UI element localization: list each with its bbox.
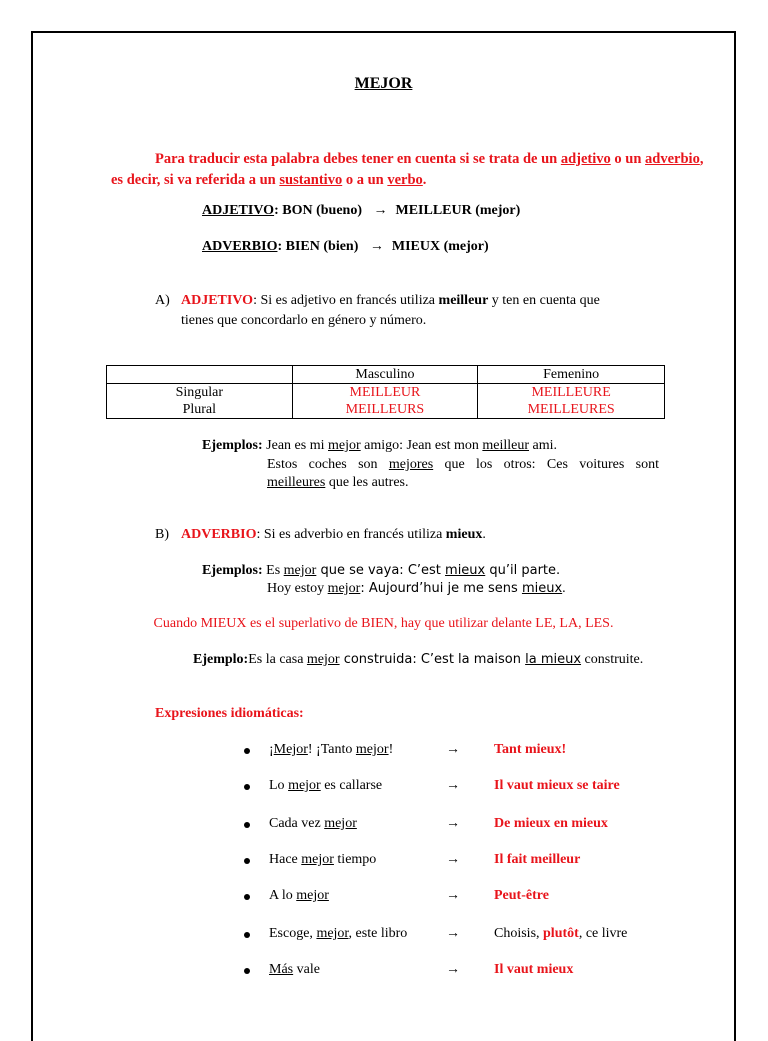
idiom-es bbox=[269, 926, 407, 942]
ex-text: que les autres. bbox=[325, 475, 409, 490]
idiom-fr: Il vaut mieux bbox=[494, 962, 574, 977]
section-a-word: meilleur bbox=[438, 293, 489, 308]
arrow-icon: → bbox=[446, 888, 460, 903]
intro-text-1: Para traducir esta palabra debes tener en cuenta si se trata de un bbox=[155, 151, 561, 167]
ex-text: : Aujourd’hui je me sens bbox=[360, 581, 522, 596]
idiom-fr-highlight: plutôt bbox=[543, 926, 579, 941]
idiom-text: , este libro bbox=[348, 926, 408, 941]
idiom-es bbox=[269, 778, 382, 794]
arrow-icon: → bbox=[446, 962, 460, 977]
row-label-singular: Singular bbox=[175, 385, 224, 400]
rule-adjetivo bbox=[202, 203, 520, 219]
section-a-letter: A) bbox=[155, 293, 170, 308]
idiom-text: Lo bbox=[269, 778, 289, 793]
idiom-fr-text: Choisis, bbox=[494, 926, 544, 941]
section-b-label: ADVERBIO bbox=[181, 527, 257, 542]
ex-text: Estos coches son bbox=[267, 457, 389, 472]
bullet-icon bbox=[244, 932, 250, 938]
ex-underlined: meilleures bbox=[267, 475, 326, 490]
document-page bbox=[31, 31, 736, 1041]
bullet-icon bbox=[244, 858, 250, 864]
table-masc-cell bbox=[292, 384, 478, 419]
ex-underlined: mieux bbox=[445, 563, 486, 578]
section-a-text-1: : Si es adjetivo en francés utiliza bbox=[253, 293, 439, 308]
ex-text: Es la casa bbox=[248, 652, 307, 667]
table-fem-cell bbox=[478, 384, 665, 419]
idiom-es bbox=[269, 742, 393, 758]
idiom-underlined: Más bbox=[269, 962, 294, 977]
examples-a-line3 bbox=[267, 475, 409, 491]
table-header-row bbox=[107, 366, 665, 384]
rule-adverbio bbox=[202, 239, 489, 255]
examples-a-lead: Ejemplos: bbox=[202, 438, 263, 453]
ex-text: Jean es mi bbox=[262, 438, 328, 453]
idiom-es bbox=[269, 816, 357, 832]
ex-text: que se vaya: C’est bbox=[316, 563, 446, 578]
intro-word-adverbio: adverbio bbox=[645, 151, 700, 167]
idiom-text: A lo bbox=[269, 888, 297, 903]
examples-a-line2 bbox=[267, 457, 659, 473]
arrow-icon: → bbox=[446, 852, 460, 867]
bullet-icon bbox=[244, 784, 250, 790]
idiom-text: Hace bbox=[269, 852, 302, 867]
section-b-word: mieux bbox=[445, 527, 483, 542]
forms-table bbox=[106, 365, 665, 419]
bullet-icon bbox=[244, 968, 250, 974]
idiom-text: es callarse bbox=[320, 778, 383, 793]
examples-a-line1 bbox=[202, 438, 557, 454]
idiom-fr: De mieux en mieux bbox=[494, 816, 608, 831]
idiom-fr: Peut-être bbox=[494, 888, 549, 903]
idiom-text: vale bbox=[293, 962, 320, 977]
rule-adv-label: ADVERBIO bbox=[202, 239, 278, 254]
idiom-fr bbox=[494, 926, 627, 942]
example-sup-lead: Ejemplo: bbox=[193, 652, 249, 667]
example-superlative bbox=[193, 652, 643, 668]
page-title: MEJOR bbox=[354, 75, 413, 92]
superlative-note: Cuando MIEUX es el superlativo de BIEN, hay que utilizar delante LE, LA, LES. bbox=[153, 616, 614, 631]
idiom-text: tiempo bbox=[333, 852, 377, 867]
section-b-text-1: : Si es adverbio en francés utiliza bbox=[256, 527, 446, 542]
ex-text: ami. bbox=[529, 438, 558, 453]
idiom-text: Cada vez bbox=[269, 816, 325, 831]
section-b-text-2: . bbox=[482, 527, 486, 542]
ex-underlined: meilleur bbox=[482, 438, 530, 453]
idiom-es bbox=[269, 852, 376, 868]
rule-adv-rest: : BIEN (bien) bbox=[277, 239, 359, 254]
idiom-underlined: mejor bbox=[296, 888, 329, 903]
intro-word-adjetivo: adjetivo bbox=[560, 151, 611, 167]
section-a-text-2: y ten en cuenta que bbox=[488, 293, 600, 308]
bullet-icon bbox=[244, 748, 250, 754]
ex-underlined: mejores bbox=[388, 457, 434, 472]
intro-text-4: o a un bbox=[342, 172, 388, 188]
table-header-cell: Masculino bbox=[292, 366, 478, 384]
table-header-cell bbox=[107, 366, 293, 384]
examples-b-line2 bbox=[267, 581, 566, 597]
arrow-icon: → bbox=[446, 778, 460, 793]
ex-underlined: mejor bbox=[306, 652, 340, 667]
bullet-icon bbox=[244, 822, 250, 828]
intro-word-sustantivo: sustantivo bbox=[279, 172, 343, 188]
rule-adj-rest: : BON (bueno) bbox=[274, 203, 362, 218]
idiom-underlined: Mejor bbox=[273, 742, 308, 757]
ex-text: que los otros: Ces voitures sont bbox=[433, 457, 659, 472]
idiom-fr-text: , ce livre bbox=[578, 926, 628, 941]
idiom-underlined: mejor bbox=[301, 852, 334, 867]
fem-singular: MEILLEURE bbox=[531, 385, 611, 400]
ex-text: Hoy estoy bbox=[267, 581, 328, 596]
idiom-text: ! ¡Tanto bbox=[307, 742, 356, 757]
ex-text: construite. bbox=[581, 652, 644, 667]
ex-underlined: mejor bbox=[328, 438, 361, 453]
bullet-icon bbox=[244, 894, 250, 900]
arrow-icon: → bbox=[446, 816, 460, 831]
rule-adj-label: ADJETIVO bbox=[202, 203, 275, 218]
table-row bbox=[107, 384, 665, 419]
idiom-text: ¡ bbox=[269, 742, 274, 757]
arrow-icon: → bbox=[446, 742, 460, 757]
section-b-line bbox=[181, 527, 486, 543]
intro-word-verbo: verbo bbox=[387, 172, 423, 188]
idiom-es bbox=[269, 888, 329, 904]
idiom-text: Escoge, bbox=[269, 926, 317, 941]
examples-b-line1 bbox=[202, 563, 560, 579]
intro-paragraph bbox=[111, 149, 711, 191]
examples-b-lead: Ejemplos: bbox=[202, 563, 263, 578]
ex-underlined: mejor bbox=[327, 581, 361, 596]
row-label-plural: Plural bbox=[182, 402, 217, 417]
arrow-icon: → bbox=[446, 926, 460, 941]
section-a-line1 bbox=[181, 293, 711, 309]
ex-underlined: la mieux bbox=[525, 652, 582, 667]
idiom-underlined: mejor bbox=[288, 778, 321, 793]
ex-underlined: mieux bbox=[521, 581, 563, 596]
idiom-underlined: mejor bbox=[324, 816, 357, 831]
intro-text-5: . bbox=[422, 172, 427, 188]
ex-text: . bbox=[562, 581, 566, 596]
arrow-icon: → bbox=[369, 239, 384, 254]
idiom-fr: Il vaut mieux se taire bbox=[494, 778, 620, 793]
arrow-icon: → bbox=[373, 203, 388, 218]
rule-adj-result: MEILLEUR (mejor) bbox=[395, 203, 521, 218]
ex-text: qu’il parte. bbox=[485, 563, 561, 578]
idioms-title: Expresiones idiomáticas: bbox=[155, 706, 304, 721]
idiom-fr: Il fait meilleur bbox=[494, 852, 581, 867]
table-header-cell: Femenino bbox=[478, 366, 665, 384]
section-a-line2: tienes que concordarlo en género y número. bbox=[181, 313, 427, 328]
ex-text: amigo: Jean est mon bbox=[360, 438, 483, 453]
idiom-underlined: mejor bbox=[355, 742, 389, 757]
section-a-label: ADJETIVO bbox=[181, 293, 254, 308]
section-b-letter: B) bbox=[155, 527, 169, 542]
ex-underlined: mejor bbox=[283, 563, 317, 578]
intro-text-2: o un bbox=[610, 151, 646, 167]
masc-singular: MEILLEUR bbox=[349, 385, 421, 400]
table-label-cell bbox=[107, 384, 293, 419]
idiom-fr: Tant mieux! bbox=[494, 742, 567, 757]
idiom-underlined: mejor bbox=[316, 926, 349, 941]
ex-text: construida: C’est la maison bbox=[339, 652, 526, 667]
ex-text: Es bbox=[262, 563, 284, 578]
masc-plural: MEILLEURS bbox=[345, 402, 425, 417]
idiom-es bbox=[269, 962, 320, 978]
intro-text-3: , es decir, si va referida a un bbox=[111, 151, 704, 188]
rule-adv-result: MIEUX (mejor) bbox=[391, 239, 489, 254]
idiom-text: ! bbox=[388, 742, 394, 757]
fem-plural: MEILLEURES bbox=[527, 402, 615, 417]
